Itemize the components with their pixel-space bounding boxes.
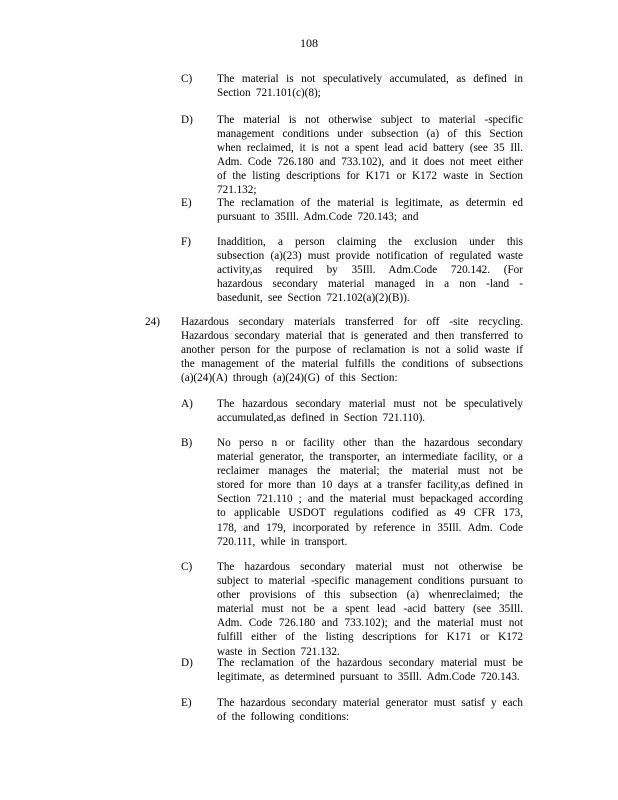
item-label: D) bbox=[181, 657, 193, 669]
list-item-d2 bbox=[181, 656, 526, 686]
item-label: C) bbox=[181, 73, 193, 85]
list-item-c bbox=[181, 72, 526, 102]
list-item-b bbox=[181, 436, 526, 550]
item-label: F) bbox=[181, 236, 191, 248]
item-text: The material is not otherwise subject to material -specific management conditions under subsection (a) of this Section when reclaimed, it is not a spent lead acid battery (see 35 Ill. Adm. Code 726.180 and 733.102), and it does not meet either of the listing descriptions for K171 or K172 waste in Section 721.132; bbox=[217, 114, 523, 197]
item-label: D) bbox=[181, 114, 193, 126]
item-text: The reclamation of the hazardous secondary material must be legitimate, as determined pursuant to 35Ill. Adm.Code 720.143. bbox=[217, 657, 523, 684]
item-text: The material is not speculatively accumulated, as defined in Section 721.101(c)(8); bbox=[217, 73, 523, 100]
item-text: The hazardous secondary material must not be speculatively accumulated,as defined in Section 721.110). bbox=[217, 398, 523, 425]
item-text: The hazardous secondary material must not otherwise be subject to material -specific management conditions pursuant to other provisions of this subsection (a) whenreclaimed; the material must not be a spent lead -acid battery (see 35Ill. Adm. Code 726.180 and 733.102); and the material must not fulfill either of the listing descriptions for K171 or K172 waste in Section 721.132. bbox=[217, 561, 523, 658]
item-label: B) bbox=[181, 437, 193, 449]
item-label: A) bbox=[181, 398, 193, 410]
list-item-f bbox=[181, 235, 526, 307]
item-text: The reclamation of the material is legitimate, as determin ed pursuant to 35Ill. Adm.Code 720.143; and bbox=[217, 197, 523, 224]
item-label: C) bbox=[181, 561, 193, 573]
list-item-d bbox=[181, 113, 526, 197]
item-text: Inaddition, a person claiming the exclusion under this subsection (a)(23) must provide notification of regulated waste activity,as required by 35Ill. Adm.Code 720.142. (For hazardous secondary material managed in a non -land -basedunit, see Section 721.102(a)(2)(B)). bbox=[217, 236, 523, 305]
item-label: 24) bbox=[145, 316, 160, 328]
list-item-24 bbox=[145, 315, 525, 387]
list-item-e bbox=[181, 196, 526, 226]
list-item-e2 bbox=[181, 696, 526, 726]
page-number: 108 bbox=[300, 36, 318, 50]
item-label: E) bbox=[181, 697, 192, 709]
item-text: Hazardous secondary materials transferred for off -site recycling. Hazardous secondary material that is generated and then transferred to another person for the purpose of reclamation is not a solid waste if the management of the material fulfills the conditions of subsections (a)(24)(A) through (a)(24)(G) of this Section: bbox=[181, 316, 523, 385]
list-item-c2 bbox=[181, 560, 526, 658]
list-item-a bbox=[181, 397, 526, 427]
item-text: No perso n or facility other than the hazardous secondary material generator, the transporter, an intermediate facility, or a reclaimer manages the material; the material must not be stored for more than 10 days at a transfer facility,as defined in Section 721.110 ; and the material must bepackaged according to applicable USDOT regulations codified as 49 CFR 173, 178, and 179, incorporated by reference in 35Ill. Adm. Code 720.111, while in transport. bbox=[217, 437, 523, 548]
item-label: E) bbox=[181, 197, 192, 209]
item-text: The hazardous secondary material generator must satisf y each of the following conditions: bbox=[217, 697, 523, 724]
